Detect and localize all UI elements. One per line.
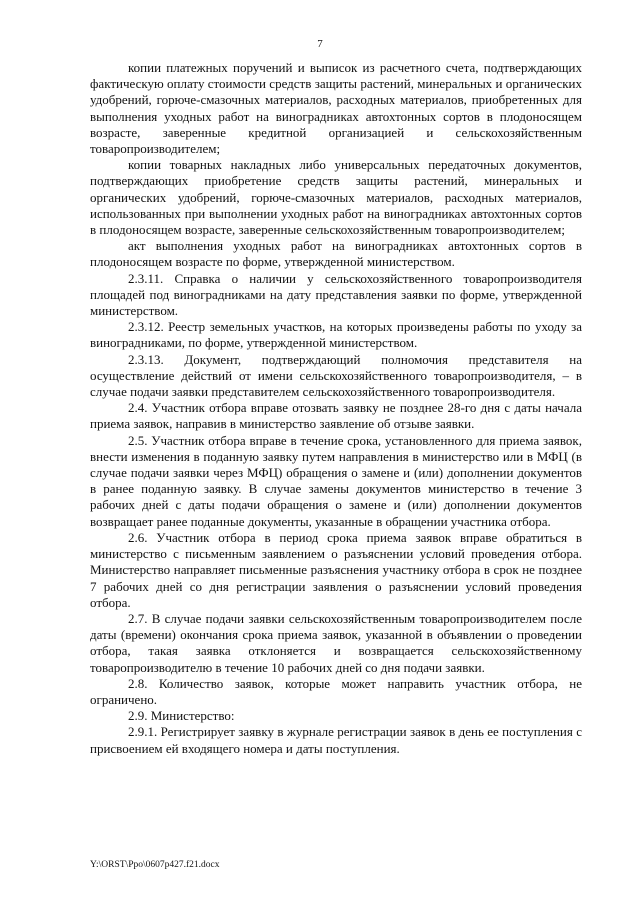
page-number: 7 <box>317 38 323 50</box>
paragraph-2-9-1: 2.9.1. Регистрирует заявку в журнале регистрации заявок в день ее поступления с присвоением ей входящего номера и даты поступления. <box>90 724 582 756</box>
paragraph-2-3-12: 2.3.12. Реестр земельных участков, на которых произведены работы по уходу за виноградниками, по форме, утвержденной министерством. <box>90 319 582 351</box>
paragraph-work-act: акт выполнения уходных работ на виноградниках автохтонных сортов в плодоносящем возрасте по форме, утвержденной министерством. <box>90 238 582 270</box>
paragraph-2-5: 2.5. Участник отбора вправе в течение срока, установленного для приема заявок, внести изменения в поданную заявку путем направления в министерство или в МФЦ (в случае подачи заявки через МФЦ) обращения о замене и (или) дополнении документов в ранее поданную заявку. В случае замены документов министерство в течение 3 рабочих дней с даты подачи обращения о замене и (или) дополнении документов возвращает ранее поданные документы, указанные в обращении участника отбора. <box>90 432 582 529</box>
paragraph-2-9: 2.9. Министерство: <box>128 708 235 724</box>
paragraph-2-7: 2.7. В случае подачи заявки сельскохозяйственным товаропроизводителем после даты (времени) окончания срока приема заявок, указанной в объявлении о проведении отбора, такая заявка отклоняется и возвращается сельскохозяйственному товаропроизводителю в течение 10 рабочих дней со дня подачи заявки. <box>90 610 582 675</box>
paragraph-2-4: 2.4. Участник отбора вправе отозвать заявку не позднее 28-го дня с даты начала приема заявок, направив в министерство заявление об отзыве заявки. <box>90 400 582 432</box>
paragraph-2-6: 2.6. Участник отбора в период срока приема заявок вправе обратиться в министерство с письменным заявлением о разъяснении условий проведения отбора. Министерство направляет письменные разъяснения участнику отбора в срок не позднее 7 рабочих дней со дня регистрации заявления о разъяснении условий проведения отбора. <box>90 529 582 610</box>
paragraph-2-3-11: 2.3.11. Справка о наличии у сельскохозяйственного товаропроизводителя площадей под виноградниками на дату представления заявки по форме, утвержденной министерством. <box>90 270 582 319</box>
paragraph-payment-orders: копии платежных поручений и выписок из расчетного счета, подтверждающих фактическую оплату стоимости средств защиты растений, минеральных и органических удобрений, горюче-смазочных материалов, расходных материалов, приобретенных для выполнения уходных работ на виноградниках автохтонных сортов в плодоносящем возрасте, заверенные кредитной организацией и сельскохозяйственным товаропроизводителем; <box>90 60 582 157</box>
paragraph-waybills: копии товарных накладных либо универсальных передаточных документов, подтверждающих приобретение средств защиты растений, минеральных и органических удобрений, горюче-смазочных материалов, расходных материалов, использованных при выполнении уходных работ на виноградниках автохтонных сортов в плодоносящем возрасте, заверенные сельскохозяйственным товаропроизводителем; <box>90 157 582 238</box>
paragraph-2-3-13: 2.3.13. Документ, подтверждающий полномочия представителя на осуществление действий от имени сельскохозяйственного товаропроизводителя, – в случае подачи заявки представителем сельскохозяйственного товаропроизводителя. <box>90 351 582 400</box>
paragraph-2-8: 2.8. Количество заявок, которые может направить участник отбора, не ограничено. <box>90 675 582 707</box>
file-path-footer: Y:\ORST\Ppo\0607p427.f21.docx <box>90 860 220 870</box>
document-body <box>90 60 582 757</box>
